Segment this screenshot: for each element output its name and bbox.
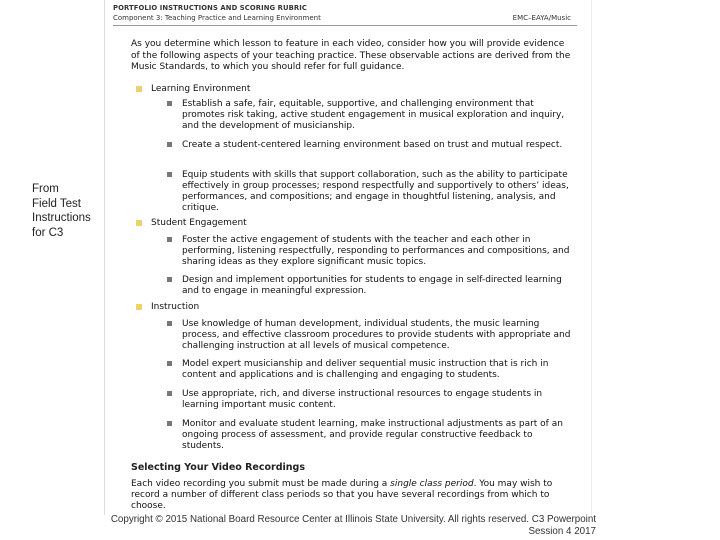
doc-header-certificate: EMC–EAYA/Music xyxy=(512,14,571,22)
bullet-square-icon xyxy=(136,86,142,92)
left-margin xyxy=(0,0,28,540)
bullet-icon xyxy=(167,391,172,396)
list-item xyxy=(182,419,577,452)
list-item-text: Create a student-centered learning environment based on trust and mutual respect. xyxy=(182,140,563,150)
section-title-text: Instruction xyxy=(151,302,200,312)
list-item xyxy=(182,359,577,381)
list-item-text: Establish a safe, fair, equitable, supportive, and challenging environment that promotes risk taking, active student engagement in musical exploration and inquiry, and the development of musicianship. xyxy=(182,99,565,131)
copyright-footer xyxy=(46,514,596,538)
bullet-icon xyxy=(167,101,172,106)
list-item xyxy=(182,99,577,132)
bullet-icon xyxy=(167,361,172,366)
video-text-part: . You may wish to record a number of different class periods so that you have several recordings from which to choose. xyxy=(131,479,553,511)
video-text-part: Each video recording you submit must be made during a xyxy=(131,479,391,489)
bullet-icon xyxy=(167,172,172,177)
list-item-text: Use knowledge of human development, individual students, the music learning process, and effective classroom procedures to provide students with appropriate and challenging instruction at all levels of musical competence. xyxy=(182,319,571,351)
list-item xyxy=(182,389,577,411)
bullet-icon xyxy=(167,321,172,326)
list-item-text: Foster the active engagement of students with the teacher and each other in performing, listening respectfully, responding to performances and compositions, and sharing ideas as they explore significant music topics. xyxy=(182,235,570,267)
intro-paragraph: As you determine which lesson to feature in each video, consider how you will provide evidence of the following aspects of your teaching practice. These observable actions are derived from the Music Standards, to which you should refer for full guidance. xyxy=(131,39,571,72)
section-title-student-engagement xyxy=(151,218,247,228)
section-title-text: Student Engagement xyxy=(151,218,247,228)
list-item-text: Monitor and evaluate student learning, make instructional adjustments as part of an ongoing process of assessment, and provide regular constructive feedback to students. xyxy=(182,419,563,451)
video-text-emphasis: single class period xyxy=(390,479,474,489)
list-item xyxy=(182,275,577,297)
list-item-text: Design and implement opportunities for students to engage in self-directed learning and to engage in meaningful expression. xyxy=(182,275,562,296)
bullet-icon xyxy=(167,277,172,282)
list-item-text: Model expert musicianship and deliver sequential music instruction that is rich in content and applications and is challenging and engaging to students. xyxy=(182,359,549,380)
document-scan xyxy=(104,0,592,515)
list-item xyxy=(182,140,577,151)
footer-line-2: Session 4 2017 xyxy=(528,526,596,537)
doc-header-title: PORTFOLIO INSTRUCTIONS AND SCORING RUBRIC xyxy=(113,4,307,12)
video-section-title: Selecting Your Video Recordings xyxy=(131,462,305,473)
bullet-square-icon xyxy=(136,220,142,226)
list-item xyxy=(182,319,577,352)
bullet-icon xyxy=(167,421,172,426)
list-item-text: Equip students with skills that support collaboration, such as the ability to participate effectively in group processes; respond respectfully and supportively to others’ ideas, performances, and compositions; and engage in thoughtful listening, analysis, and critique. xyxy=(182,170,569,213)
bullet-icon xyxy=(167,237,172,242)
header-divider xyxy=(113,25,577,26)
bullet-square-icon xyxy=(136,304,142,310)
video-paragraph xyxy=(131,479,571,512)
section-title-text: Learning Environment xyxy=(151,84,251,94)
side-note: From Field Test Instructions for C3 xyxy=(32,183,91,239)
list-item xyxy=(182,170,577,214)
bullet-icon xyxy=(167,142,172,147)
doc-header-component: Component 3: Teaching Practice and Learning Environment xyxy=(113,14,321,22)
section-title-instruction xyxy=(151,302,199,312)
footer-line-1: Copyright © 2015 National Board Resource Center at Illinois State University. All rights reserved. C3 Powerpoint xyxy=(110,514,596,525)
list-item-text: Use appropriate, rich, and diverse instructional resources to engage students in learning important music content. xyxy=(182,389,543,410)
section-title-learning-environment xyxy=(151,84,250,94)
list-item xyxy=(182,235,577,268)
